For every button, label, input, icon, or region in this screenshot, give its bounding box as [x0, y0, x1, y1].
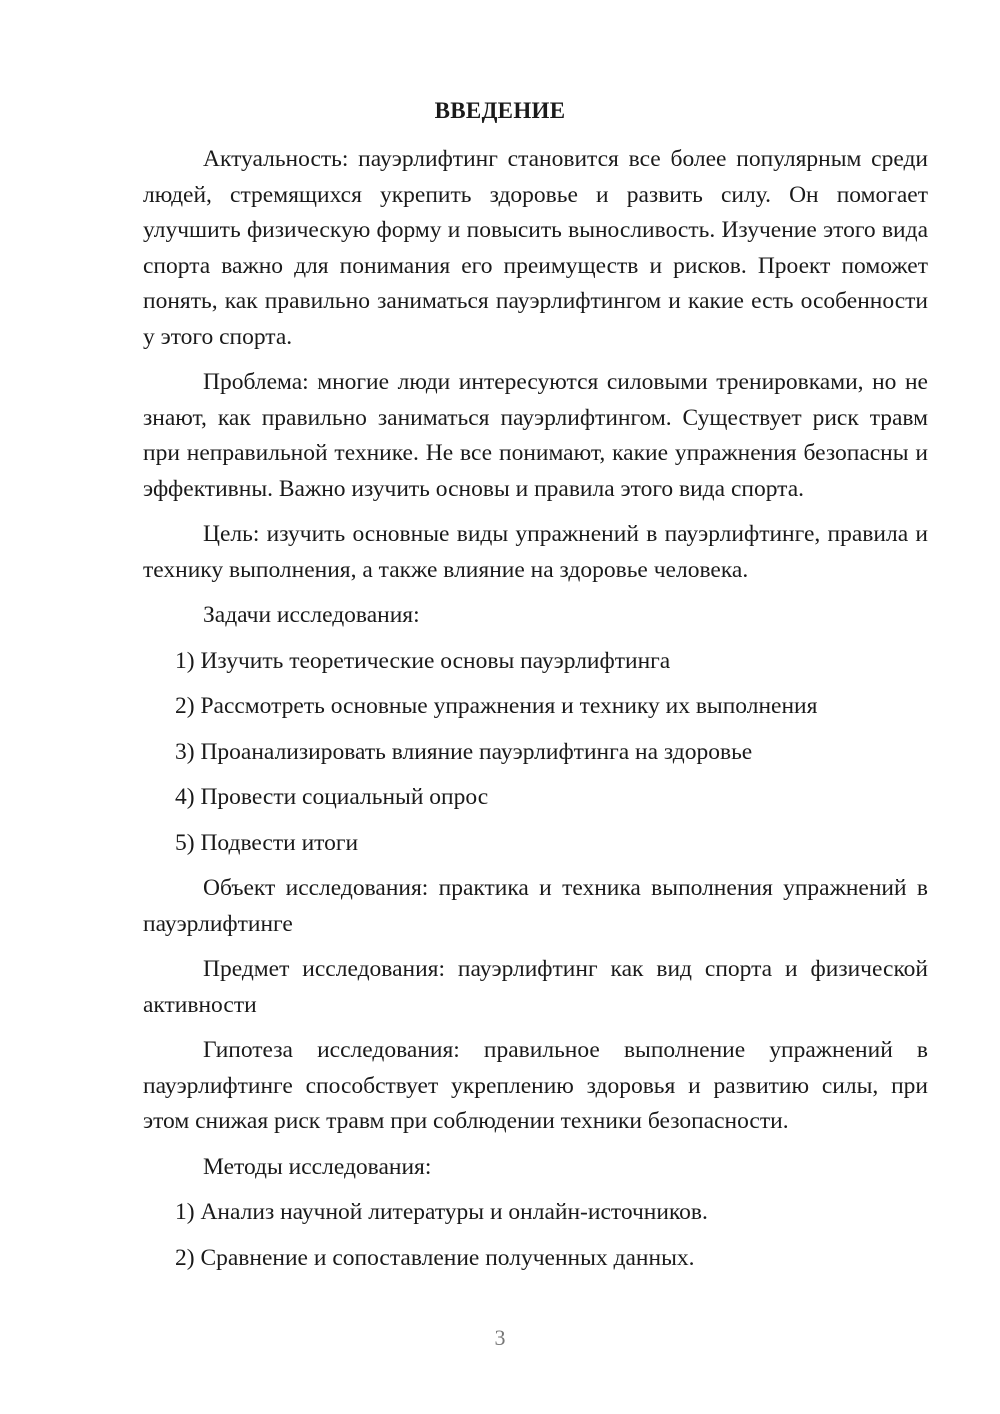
method-item-1: 1) Анализ научной литературы и онлайн-источников.	[175, 1199, 708, 1225]
tasks-label: Задачи исследования:	[203, 602, 420, 628]
task-item-1: 1) Изучить теоретические основы пауэрлифтинга	[175, 647, 671, 674]
relevance-paragraph: Актуальность: пауэрлифтинг становится все более популярным среди людей, стремящихся укрепить здоровье и развить силу. Он помогает улучшить физическую форму и повысить выносливость. Изучение этого вида спорта важно для понимания его преимуществ и рисков. Проект поможет понять, как правильно заниматься пауэрлифтингом и какие есть особенности у этого спорта.	[143, 146, 928, 350]
page-number: 3	[494, 1325, 506, 1350]
goal-paragraph: Цель: изучить основные виды упражнений в пауэрлифтинге, правила и технику выполнения, а также влияние на здоровье человека.	[143, 521, 928, 583]
research-subject-paragraph: Предмет исследования: пауэрлифтинг как вид спорта и физической активности	[143, 956, 928, 1018]
tasks-list	[143, 644, 928, 862]
document-body	[143, 142, 928, 1286]
page-title: ВВЕДЕНИЕ	[434, 98, 566, 123]
research-object-paragraph: Объект исследования: практика и техника выполнения упражнений в пауэрлифтинге	[143, 875, 928, 937]
methods-label: Методы исследования:	[203, 1153, 432, 1180]
problem-paragraph: Проблема: многие люди интересуются силовыми тренировками, но не знают, как правильно заниматься пауэрлифтингом. Существует риск травм при неправильной технике. Не все понимают, какие упражнения безопасны и эффективны. Важно изучить основы и правила этого вида спорта.	[143, 369, 928, 502]
task-item-2: 2) Рассмотреть основные упражнения и технику их выполнения	[175, 693, 818, 719]
research-hypothesis-paragraph: Гипотеза исследования: правильное выполнение упражнений в пауэрлифтинге способствует укреплению здоровья и развитию силы, при этом снижая риск травм при соблюдении техники безопасности.	[143, 1037, 928, 1134]
method-item-2: 2) Сравнение и сопоставление полученных данных.	[175, 1244, 695, 1271]
task-item-3: 3) Проанализировать влияние пауэрлифтинга на здоровье	[175, 738, 753, 765]
methods-list	[143, 1195, 928, 1276]
task-item-5: 5) Подвести итоги	[175, 829, 359, 856]
task-item-4: 4) Провести социальный опрос	[175, 784, 489, 810]
